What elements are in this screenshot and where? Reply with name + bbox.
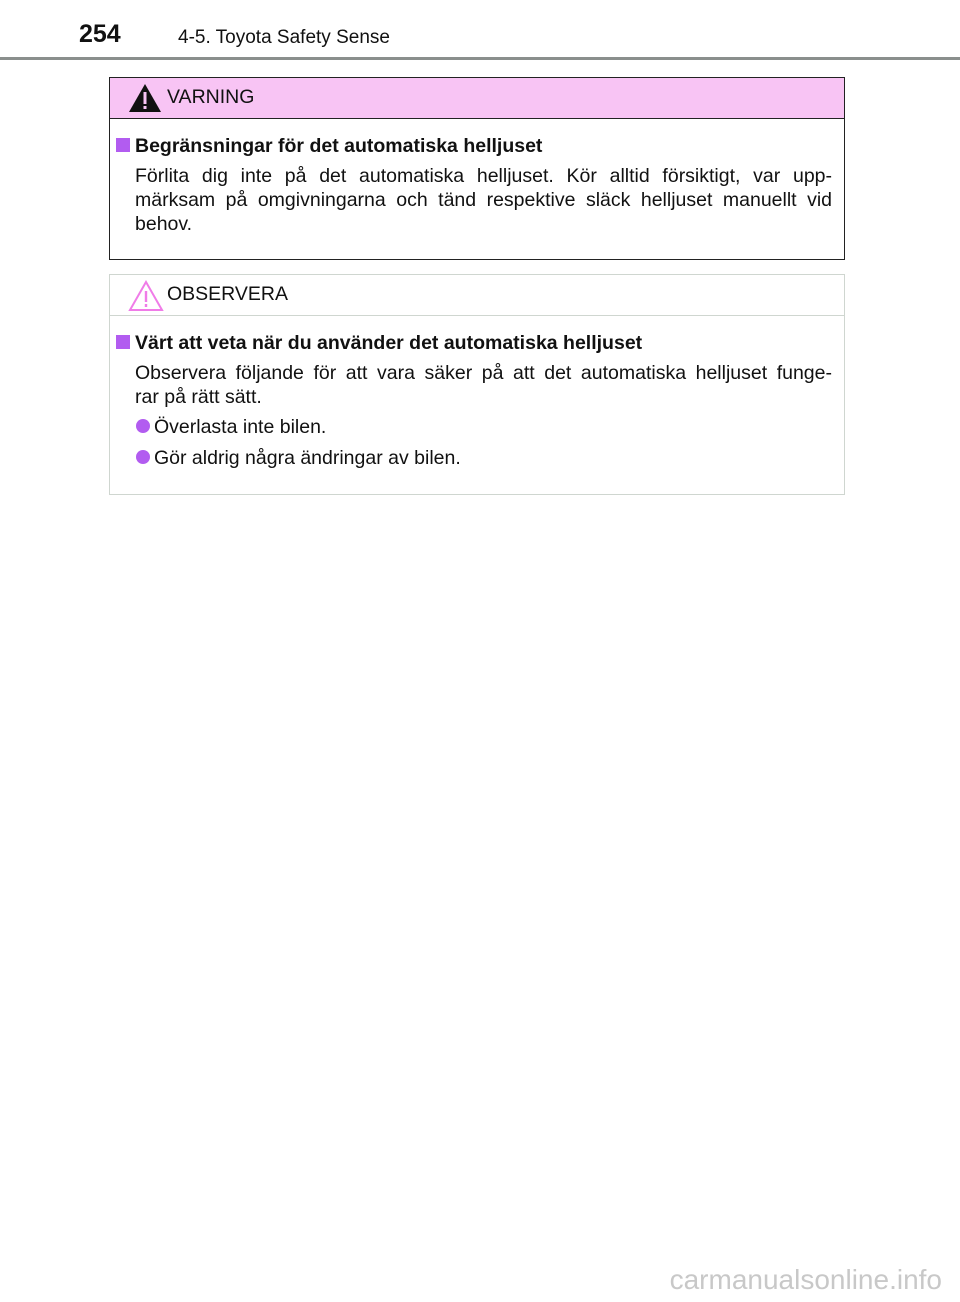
warning-title-text: Begränsningar för det automatiska helljuset [135, 135, 543, 157]
bullet-dot-icon [136, 450, 150, 464]
list-item-text: Gör aldrig några ändringar av bilen. [154, 447, 461, 469]
notice-title [116, 332, 642, 355]
notice-title-text: Värt att veta när du använder det automatiska helljuset [135, 332, 643, 354]
list-item [136, 416, 326, 439]
notice-line: Observera följande för att vara säker på att det automatiska helljuset funge- [135, 362, 832, 384]
header-divider [0, 57, 960, 60]
list-item [136, 447, 461, 470]
watermark: carmanualsonline.info [669, 1264, 942, 1295]
warning-label: VARNING [167, 86, 255, 108]
notice-box [109, 274, 845, 495]
warning-line: Förlita dig inte på det automatiska helljuset. Kör alltid försiktigt, var upp- [135, 165, 832, 187]
list-item-text: Överlasta inte bilen. [154, 416, 327, 438]
section-title: 4-5. Toyota Safety Sense [178, 27, 390, 48]
page-number: 254 [79, 20, 121, 48]
warning-header [110, 78, 844, 119]
notice-text [135, 361, 832, 409]
bullet-dot-icon [136, 419, 150, 433]
notice-label: OBSERVERA [167, 283, 289, 305]
warning-line: behov. [135, 213, 193, 235]
warning-box [109, 77, 845, 260]
warning-line: märksam på omgivningarna och tänd respektive släck helljuset manuellt vid [135, 189, 832, 211]
square-bullet-icon [116, 138, 130, 152]
notice-header [110, 275, 844, 316]
warning-icon [128, 83, 162, 113]
notice-line: rar på rätt sätt. [135, 386, 262, 408]
square-bullet-icon [116, 335, 130, 349]
caution-icon [128, 280, 164, 312]
warning-title [116, 135, 542, 158]
warning-text [135, 164, 832, 236]
